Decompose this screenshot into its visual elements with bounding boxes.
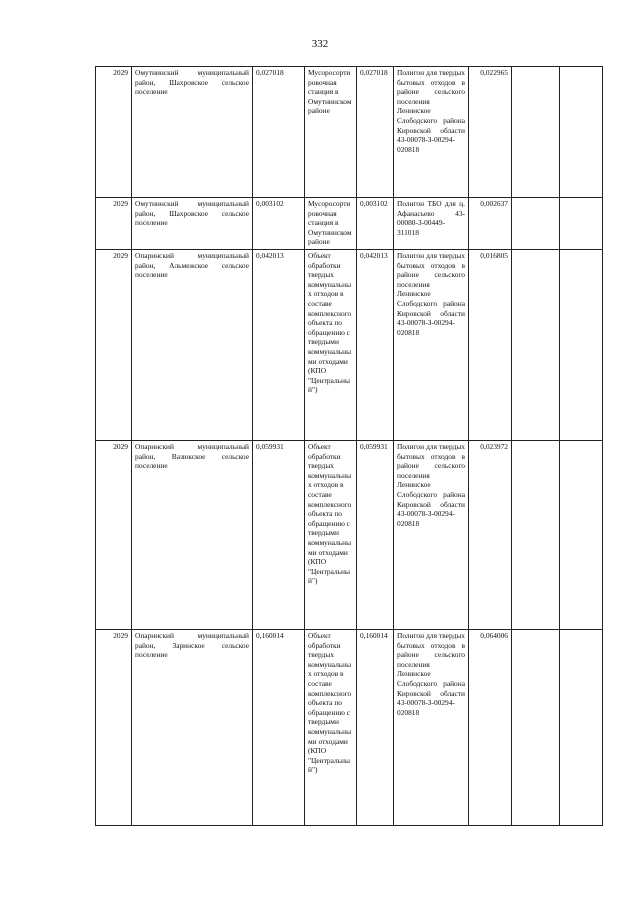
empty-cell xyxy=(560,249,603,440)
disposal-mass-cell: 0,022965 xyxy=(469,67,512,198)
empty-cell xyxy=(560,198,603,250)
year-cell: 2029 xyxy=(96,440,132,629)
empty-cell xyxy=(512,629,560,825)
facility-cell: Мусоросортировочная станция в Омутнинском районе xyxy=(305,198,357,250)
year-cell: 2029 xyxy=(96,67,132,198)
empty-cell xyxy=(560,629,603,825)
year-cell: 2029 xyxy=(96,249,132,440)
facility-cell: Объект обработки твердых коммунальных отходов в составе комплексного объекта по обращению с твердыми коммунальными отходами (КПО "Центральный") xyxy=(305,249,357,440)
mass-cell: 0,042013 xyxy=(253,249,305,440)
disposal-mass-cell: 0,023972 xyxy=(469,440,512,629)
facility-cell: Объект обработки твердых коммунальных отходов в составе комплексного объекта по обращению с твердыми коммунальными отходами (КПО "Центральный") xyxy=(305,440,357,629)
mass-cell: 0,160014 xyxy=(253,629,305,825)
empty-cell xyxy=(512,198,560,250)
landfill-cell: Полигон для твердых бытовых отходов в районе сельского поселения Ленинское Слободского района Кировской области 43-00078-З-00294-020818 xyxy=(394,629,469,825)
table-row xyxy=(96,198,603,250)
year-cell: 2029 xyxy=(96,198,132,250)
processed-mass-cell: 0,160014 xyxy=(357,629,394,825)
area-cell: Опаринский муниципальный район, Заринское сельское поселение xyxy=(132,629,253,825)
empty-cell xyxy=(560,67,603,198)
waste-flow-table xyxy=(95,66,603,826)
processed-mass-cell: 0,059931 xyxy=(357,440,394,629)
mass-cell: 0,059931 xyxy=(253,440,305,629)
facility-cell: Мусоросортировочная станция в Омутнинском районе xyxy=(305,67,357,198)
processed-mass-cell: 0,042013 xyxy=(357,249,394,440)
empty-cell xyxy=(512,67,560,198)
table-row xyxy=(96,629,603,825)
landfill-cell: Полигон для твердых бытовых отходов в районе сельского поселения Ленинское Слободского района Кировской области 43-00078-З-00294-020818 xyxy=(394,249,469,440)
processed-mass-cell: 0,003102 xyxy=(357,198,394,250)
area-cell: Опаринский муниципальный район, Вазюкское сельское поселение xyxy=(132,440,253,629)
mass-cell: 0,003102 xyxy=(253,198,305,250)
area-cell: Опаринский муниципальный район, Альмежское сельское поселение xyxy=(132,249,253,440)
disposal-mass-cell: 0,002637 xyxy=(469,198,512,250)
empty-cell xyxy=(512,440,560,629)
table-row xyxy=(96,67,603,198)
disposal-mass-cell: 0,064006 xyxy=(469,629,512,825)
area-cell: Омутнинский муниципальный район, Шахровское сельское поселение xyxy=(132,67,253,198)
mass-cell: 0,027018 xyxy=(253,67,305,198)
disposal-mass-cell: 0,016805 xyxy=(469,249,512,440)
landfill-cell: Полигон ТБО для ц. Афанасьево 43-00080-З-00449-311018 xyxy=(394,198,469,250)
page-number: 332 xyxy=(311,38,329,50)
area-cell: Омутнинский муниципальный район, Шахровское сельское поселение xyxy=(132,198,253,250)
table-row xyxy=(96,440,603,629)
empty-cell xyxy=(560,440,603,629)
landfill-cell: Полигон для твердых бытовых отходов в районе сельского поселения Ленинское Слободского района Кировской области 43-00078-З-00294-020818 xyxy=(394,67,469,198)
table-row xyxy=(96,249,603,440)
processed-mass-cell: 0,027018 xyxy=(357,67,394,198)
facility-cell: Объект обработки твердых коммунальных отходов в составе комплексного объекта по обращению с твердыми коммунальными отходами (КПО "Центральный") xyxy=(305,629,357,825)
empty-cell xyxy=(512,249,560,440)
year-cell: 2029 xyxy=(96,629,132,825)
landfill-cell: Полигон для твердых бытовых отходов в районе сельского поселения Ленинское Слободского района Кировской области 43-00078-З-00294-020818 xyxy=(394,440,469,629)
